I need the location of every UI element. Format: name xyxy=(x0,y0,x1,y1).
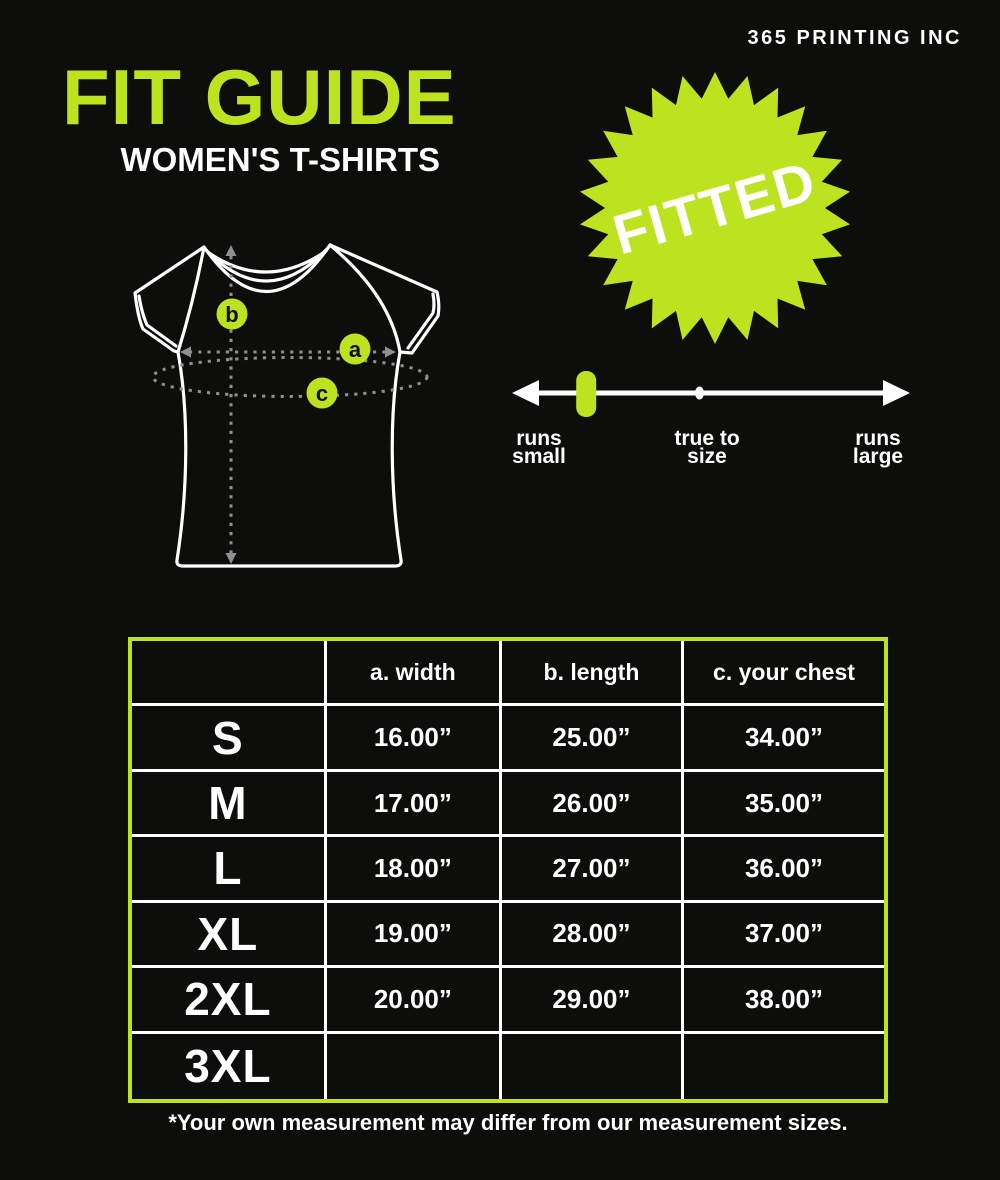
page-title: FIT GUIDE xyxy=(62,53,457,141)
fitted-badge-label: FITTED xyxy=(606,148,824,267)
fitted-badge xyxy=(565,58,865,358)
length-value-cell: 27.00” xyxy=(502,837,684,902)
length-value-cell: 26.00” xyxy=(502,772,684,837)
size-label-cell: L xyxy=(132,837,327,902)
chest-value-cell: 37.00” xyxy=(684,903,884,968)
width-value-cell: 18.00” xyxy=(327,837,502,902)
page-subtitle: WOMEN'S T-SHIRTS xyxy=(120,141,440,179)
marker-a-label: a xyxy=(348,337,362,362)
width-value-cell: 16.00” xyxy=(327,706,502,771)
measurement-disclaimer: *Your own measurement may differ from our measurement sizes. xyxy=(168,1110,848,1135)
scale-right-arrow-icon xyxy=(883,380,910,406)
header-block xyxy=(62,53,457,179)
marker-circles xyxy=(217,299,371,409)
scale-label-runs-small: runs small xyxy=(512,427,566,469)
size-table xyxy=(128,637,888,1103)
marker-b-label: b xyxy=(225,302,239,327)
header-cell-width: a. width xyxy=(327,641,502,706)
length-value-cell: 28.00” xyxy=(502,903,684,968)
chest-value-cell: 34.00” xyxy=(684,706,884,771)
tshirt-diagram xyxy=(110,228,470,583)
chest-value-cell: 38.00” xyxy=(684,968,884,1033)
size-label-cell: M xyxy=(132,772,327,837)
scale-center-dot xyxy=(695,387,704,400)
length-value-cell: 25.00” xyxy=(502,706,684,771)
fit-scale xyxy=(495,358,925,428)
chest-dash-ellipse xyxy=(153,358,427,397)
header-cell-length: b. length xyxy=(502,641,684,706)
dash-arrowheads xyxy=(180,245,396,564)
length-value-cell xyxy=(502,1034,684,1099)
length-value-cell: 29.00” xyxy=(502,968,684,1033)
width-value-cell xyxy=(327,1034,502,1099)
scale-label-runs-large: runs large xyxy=(852,427,904,469)
size-label-cell: 2XL xyxy=(132,968,327,1033)
chest-value-cell xyxy=(684,1034,884,1099)
width-value-cell: 17.00” xyxy=(327,772,502,837)
header-cell-empty xyxy=(132,641,327,706)
size-label-cell: XL xyxy=(132,903,327,968)
size-label-cell: S xyxy=(132,706,327,771)
width-value-cell: 19.00” xyxy=(327,903,502,968)
marker-c-label: c xyxy=(315,381,329,406)
brand-text: 365 PRINTING INC xyxy=(747,27,962,49)
scale-left-arrow-icon xyxy=(512,380,539,406)
fit-marker-pill xyxy=(576,371,596,417)
chest-value-cell: 35.00” xyxy=(684,772,884,837)
tshirt-outline xyxy=(135,245,439,566)
measurement-dashed-lines xyxy=(153,256,427,553)
size-label-cell: 3XL xyxy=(132,1034,327,1099)
scale-label-true-to-size: true to size xyxy=(674,427,740,469)
chest-value-cell: 36.00” xyxy=(684,837,884,902)
width-value-cell: 20.00” xyxy=(327,968,502,1033)
header-cell-chest: c. your chest xyxy=(684,641,884,706)
